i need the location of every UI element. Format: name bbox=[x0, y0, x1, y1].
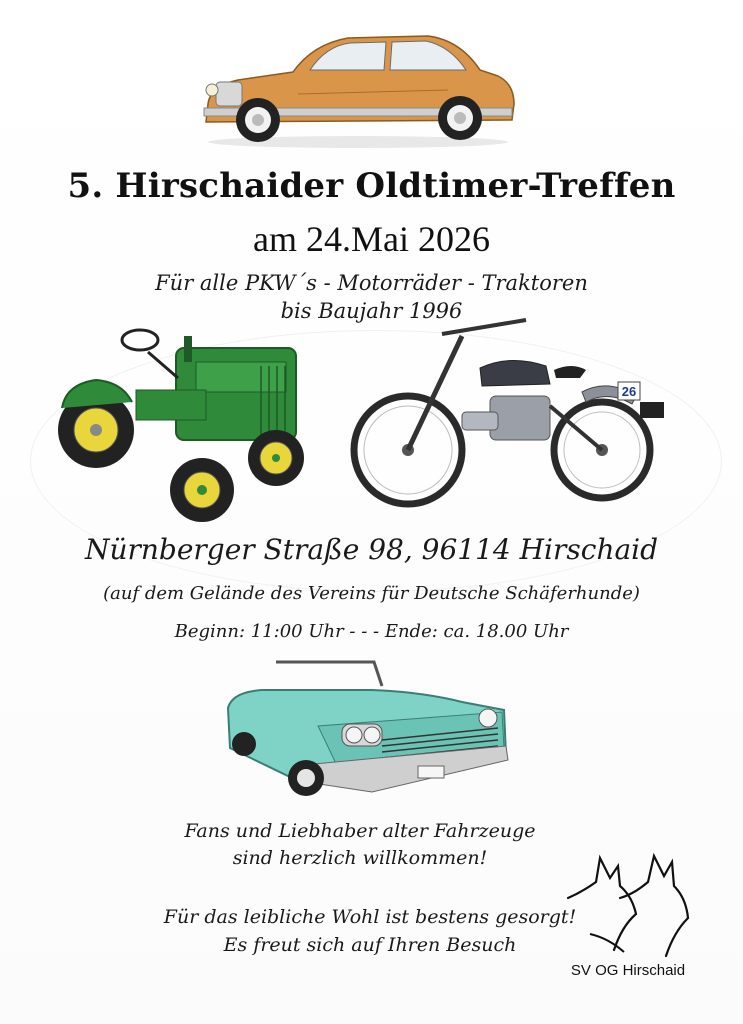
shepherd-dog-logo-icon bbox=[562, 852, 694, 960]
closing-line: Es freut sich auf Ihren Besuch bbox=[223, 934, 517, 956]
welcome-line-2: sind herzlich willkommen! bbox=[232, 847, 488, 869]
event-date: am 24.Mai 2026 bbox=[253, 219, 490, 259]
tractor-image bbox=[56, 318, 310, 530]
welcome-line-1: Fans und Liebhaber alter Fahrzeuge bbox=[184, 820, 536, 842]
classic-car-image bbox=[198, 24, 518, 152]
vehicle-types-line: Für alle PKW´s - Motorräder - Traktoren bbox=[155, 271, 588, 295]
venue-note: (auf dem Gelände des Vereins für Deutsche Schäferhunde) bbox=[103, 583, 640, 604]
build-year-line: bis Baujahr 1996 bbox=[280, 299, 463, 323]
event-address: Nürnberger Straße 98, 96114 Hirschaid bbox=[84, 533, 659, 566]
motorcycle-image bbox=[350, 316, 672, 514]
motorcycle-number-plate: 26 bbox=[621, 384, 637, 399]
convertible-car-image bbox=[222, 656, 510, 804]
event-title: 5. Hirschaider Oldtimer-Treffen bbox=[67, 166, 676, 206]
opening-times: Beginn: 11:00 Uhr - - - Ende: ca. 18.00 Uhr bbox=[174, 621, 569, 642]
catering-line: Für das leibliche Wohl ist bestens gesorgt! bbox=[163, 906, 577, 928]
organizer-name: SV OG Hirschaid bbox=[570, 962, 686, 979]
